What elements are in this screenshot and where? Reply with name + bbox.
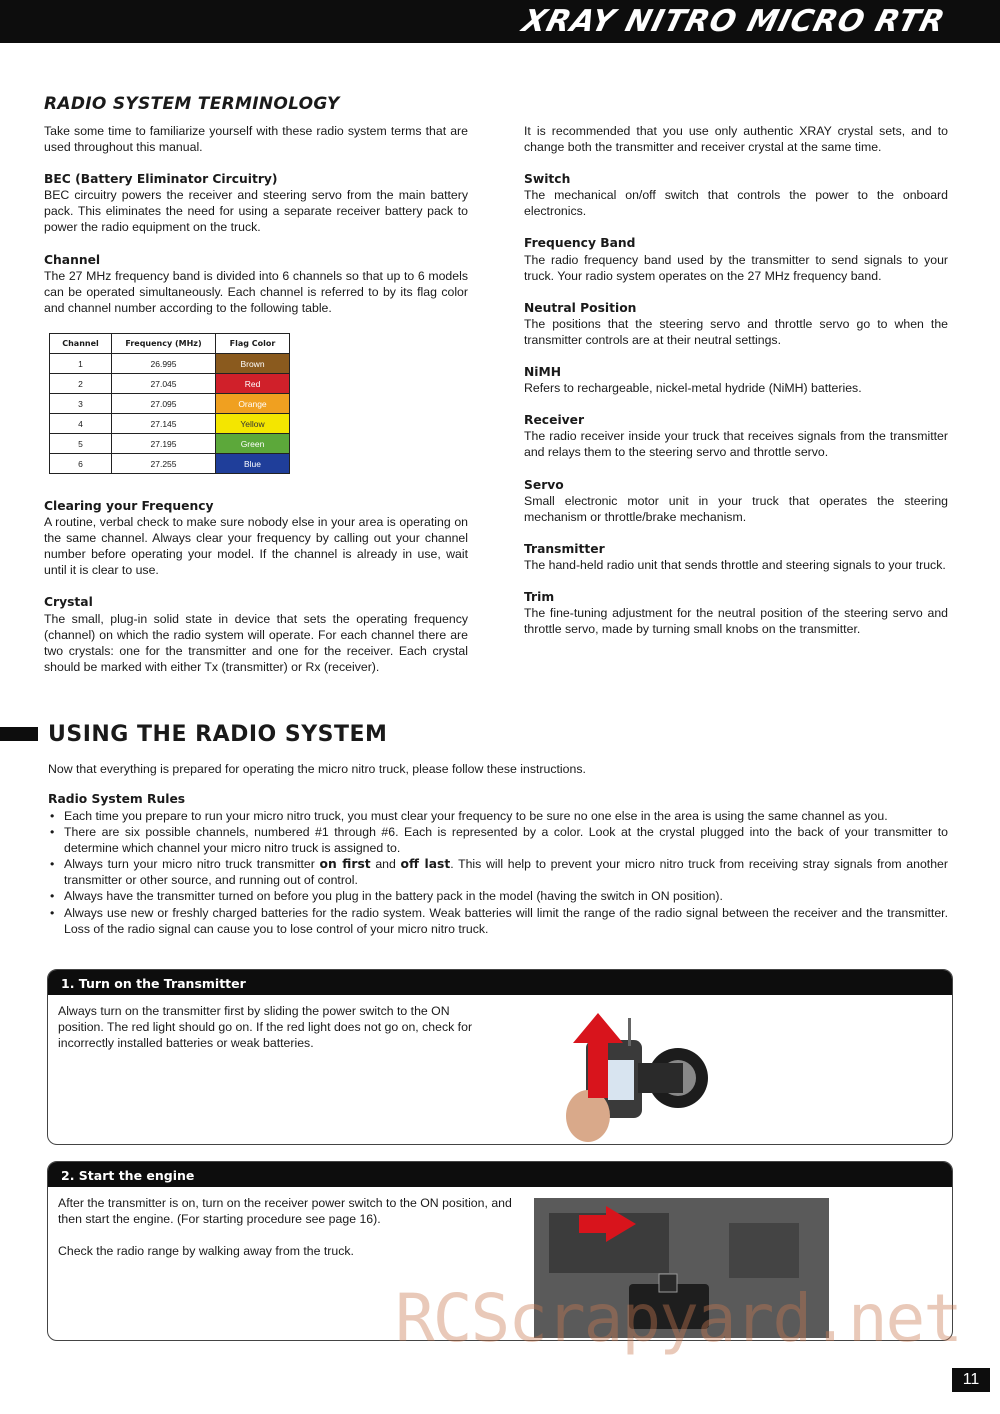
step2-text-1: After the transmitter is on, turn on the receiver power switch to the ON position, and then start the engine. (For starting procedure see page 16). [58,1196,512,1227]
list-item: • Always use new or freshly charged batteries for the radio system. Weak batteries will limit the range of the radio signal between the receiver and the transmitter. Loss of the radio signal can cause you to lose control of your micro nitro truck. [48,905,948,937]
term-nimh [524,364,948,396]
term-heading: NiMH [524,365,562,380]
term-heading: Neutral Position [524,300,637,315]
step1-text: Always turn on the transmitter first by sliding the power switch to the ON position. The red light should go on. If the red light does not go on, check for incorrectly installed batteries or weak batteries. [58,1004,473,1051]
cell-frequency: 27.045 [112,374,216,394]
section-bar [0,727,38,741]
using-intro: Now that everything is prepared for operating the micro nitro truck, please follow these instructions. [48,762,586,776]
term-text: Small electronic motor unit in your truck that operates the steering mechanism or throttle/brake mechanism. [524,493,948,524]
term-frequency-band [524,235,948,283]
terminology-right-column [524,123,948,637]
cell-flag-color: Green [216,434,290,454]
term-heading: Trim [524,589,555,604]
term-heading: Channel [44,252,101,267]
cell-flag-color: Brown [216,354,290,374]
term-heading: Clearing your Frequency [44,499,214,513]
step2-title: 2. Start the engine [48,1162,952,1187]
list-item [48,856,948,888]
cell-flag-color: Orange [216,394,290,414]
rules-heading: Radio System Rules [48,792,186,806]
transmitter-photo [548,998,728,1143]
term-heading: Frequency Band [524,236,636,251]
term-text: BEC circuitry powers the receiver and steering servo from the main battery pack. This eliminates the need for using a separate receiver battery pack to power the radio equipment on the truck. [44,188,468,235]
transmitter-arm [638,1063,683,1093]
term-bec [44,171,468,235]
term-clearing [44,498,468,578]
terminology-left-column-lower [44,498,468,675]
term-text: The 27 MHz frequency band is divided into 6 channels so that up to 6 models can be operated simultaneously. Each channel is referred to by its flag color and channel number according to the following table. [44,268,468,315]
term-text: Refers to rechargeable, nickel-metal hydride (NiMH) batteries. [524,381,862,396]
term-text: The small, plug-in solid state in device that sets the operating frequency (channel) on which the radio system will operate. For each channel there are two crystals: one for the transmitter and one for the receiver. Each crystal should be marked with either Tx (transmitter) or Rx (receiver). [44,611,468,674]
term-heading: BEC (Battery Eliminator Circuitry) [44,172,278,187]
rules-list [48,808,948,937]
cell-channel: 3 [50,394,112,414]
antenna [628,1018,631,1046]
term-text: The radio frequency band used by the transmitter to send signals to your truck. Your radio system operates on the 27 MHz frequency band. [524,252,948,283]
manual-title: XRAY NITRO MICRO RTR [518,4,949,39]
term-text: The radio receiver inside your truck that receives signals from the transmitter and relays them to the steering servo and throttle servo. [524,429,948,460]
terminology-title: RADIO SYSTEM TERMINOLOGY [44,94,340,114]
table-header-row [50,334,290,354]
term-text: The mechanical on/off switch that controls the power to the onboard electronics. [524,188,948,219]
term-heading: Servo [524,477,564,492]
channel-table [49,333,290,474]
cell-frequency: 27.195 [112,434,216,454]
cell-channel: 6 [50,454,112,474]
list-item: • There are six possible channels, numbered #1 through #6. Each is represented by a color. Look at the crystal plugged into the back of your transmitter to determine which channel your micro nitro truck is assigned to. [48,824,948,856]
term-transmitter [524,541,948,573]
term-channel [44,252,468,316]
col-header-flag-color: Flag Color [216,334,290,354]
rule-text: . This will help to prevent your micro nitro truck from receiving stray signals from another transmitter or other source, and running out of control. [64,857,948,888]
table-row [50,414,290,434]
cell-channel: 4 [50,414,112,434]
page-number: 11 [952,1368,990,1392]
table-row [50,454,290,474]
table-row [50,394,290,414]
term-heading: Crystal [44,595,93,610]
step2-text [58,1195,513,1259]
term-switch [524,171,948,219]
table-row [50,374,290,394]
term-heading: Receiver [524,413,585,428]
term-text: The fine-tuning adjustment for the neutral position of the steering servo and throttle servo, made by turning small knobs on the transmitter. [524,606,948,637]
cell-frequency: 27.255 [112,454,216,474]
term-crystal [44,594,468,674]
term-text: The positions that the steering servo and throttle servo go to when the transmitter controls are at their neutral settings. [524,316,948,347]
step1-title: 1. Turn on the Transmitter [48,970,952,995]
term-trim [524,589,948,637]
cell-channel: 2 [50,374,112,394]
watermark: RCScrapyard.net [395,1280,962,1357]
col-header-frequency: Frequency (MHz) [112,334,216,354]
term-neutral-position [524,300,948,348]
term-receiver [524,412,948,460]
term-text: The hand-held radio unit that sends throttle and steering signals to your truck. [524,557,946,572]
table-row [50,354,290,374]
cell-flag-color: Blue [216,454,290,474]
cell-flag-color: Yellow [216,414,290,434]
page-header [0,0,1000,43]
rule-emphasis: off last [400,857,451,872]
cell-frequency: 27.145 [112,414,216,434]
rule-text: Always turn your micro nitro truck transmitter [64,857,320,872]
transmitter-label [608,1060,634,1100]
rule-emphasis: on first [319,857,371,872]
rule-text: and [370,857,401,872]
term-text: A routine, verbal check to make sure nobody else in your area is operating on the same channel. Always clear your frequency by calling out your channel number before operating your model. If the channel is already in use, wait until it is clear to use. [44,515,468,578]
using-title: USING THE RADIO SYSTEM [48,722,388,747]
list-item: • Always have the transmitter turned on before you plug in the battery pack in the model (having the switch in ON position). [48,888,948,904]
step2-text-2: Check the radio range by walking away from the truck. [58,1244,354,1259]
table-row [50,434,290,454]
list-item: • Each time you prepare to run your micro nitro truck, you must clear your frequency to be sure no one else in the area is using the same channel as you. [48,808,948,824]
cell-frequency: 26.995 [112,354,216,374]
step1-box [47,969,953,1145]
cell-channel: 1 [50,354,112,374]
cell-frequency: 27.095 [112,394,216,414]
col-header-channel: Channel [50,334,112,354]
term-heading: Transmitter [524,541,605,556]
cell-channel: 5 [50,434,112,454]
cell-flag-color: Red [216,374,290,394]
term-heading: Switch [524,172,571,187]
chassis-part [729,1223,799,1278]
terminology-left-column [44,123,468,316]
terminology-intro: Take some time to familiarize yourself with these radio system terms that are used throughout this manual. [44,124,468,155]
term-servo [524,477,948,525]
crystal-note: It is recommended that you use only authentic XRAY crystal sets, and to change both the transmitter and receiver crystal at the same time. [524,124,948,155]
